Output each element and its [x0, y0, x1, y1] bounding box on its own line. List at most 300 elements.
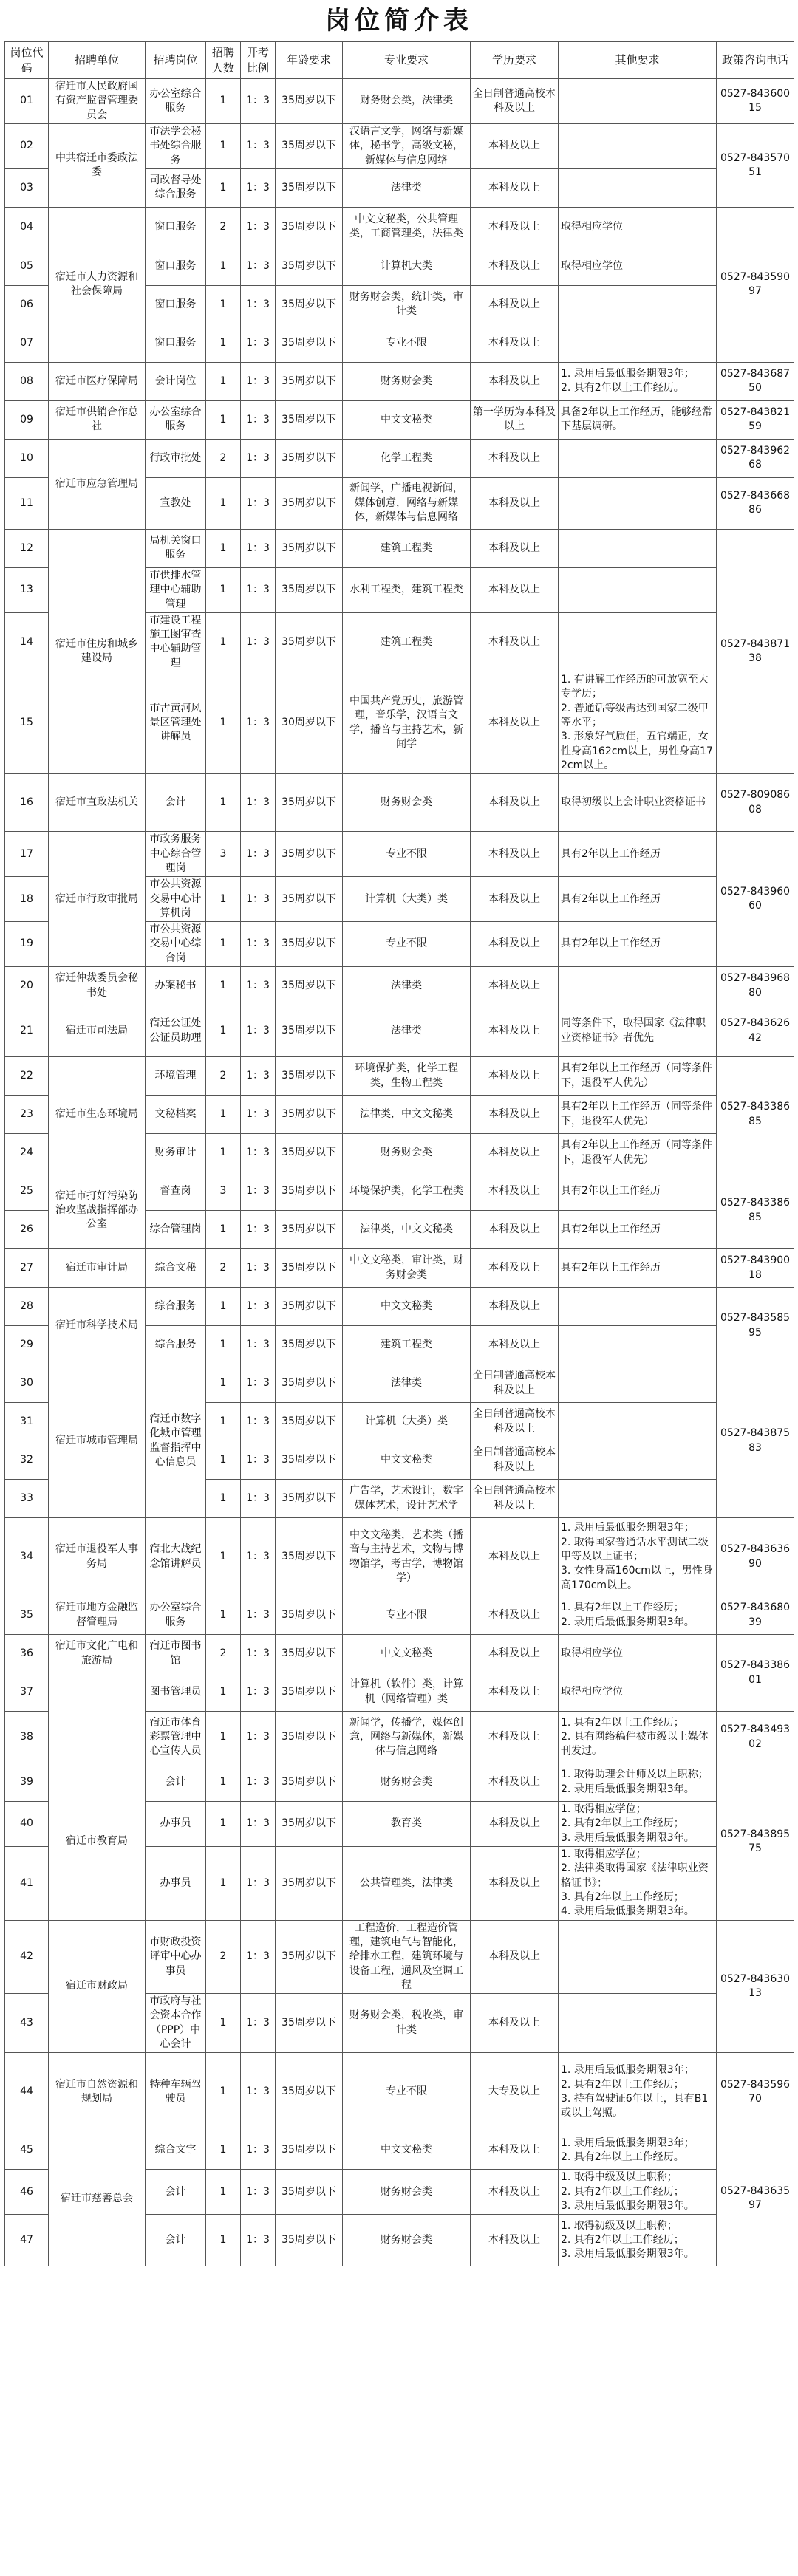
- cell-code: 05: [5, 247, 49, 285]
- cell-ratio: 1：3: [241, 247, 276, 285]
- table-row: [5, 1596, 794, 1635]
- cell-education: 本科及以上: [471, 672, 559, 774]
- cell-count: 1: [206, 1288, 241, 1326]
- cell-code: 45: [5, 2131, 49, 2170]
- cell-code: 16: [5, 774, 49, 832]
- cell-education: 本科及以上: [471, 1920, 559, 1994]
- cell-post: 市政府与社会资本合作（PPP）中心会计: [146, 1994, 206, 2053]
- cell-code: 40: [5, 1802, 49, 1847]
- cell-code: 26: [5, 1211, 49, 1249]
- table-row: [5, 1635, 794, 1673]
- cell-other: [559, 1920, 717, 1994]
- cell-code: 08: [5, 362, 49, 400]
- cell-major: 计算机（软件）类，计算机（网络管理）类: [343, 1673, 471, 1712]
- col-header-phone: 政策咨询电话: [717, 42, 794, 79]
- cell-code: 12: [5, 529, 49, 567]
- cell-major: 计算机大类: [343, 247, 471, 285]
- cell-age: 35周岁以下: [276, 362, 343, 400]
- cell-phone: 0527-84357051: [717, 123, 794, 207]
- cell-count: 2: [206, 1635, 241, 1673]
- cell-education: 本科及以上: [471, 1802, 559, 1847]
- cell-post: 市建设工程施工图审查中心辅助管理: [146, 612, 206, 672]
- cell-age: 35周岁以下: [276, 2131, 343, 2170]
- cell-phone: 0527-84338685: [717, 1057, 794, 1172]
- cell-other: 1. 录用后最低服务期限3年； 2. 具有2年以上工作经历； 3. 持有驾驶证6年以上，具有B1或以上驾照。: [559, 2053, 717, 2131]
- cell-post: 市政务服务中心综合管理岗: [146, 832, 206, 877]
- cell-ratio: 1：3: [241, 967, 276, 1005]
- cell-post: 办案秘书: [146, 967, 206, 1005]
- cell-age: 35周岁以下: [276, 2170, 343, 2215]
- cell-ratio: 1：3: [241, 1480, 276, 1518]
- cell-education: 全日制普通高校本科及以上: [471, 1364, 559, 1403]
- cell-count: 1: [206, 877, 241, 922]
- cell-age: 35周岁以下: [276, 1288, 343, 1326]
- cell-post: 宿北大战纪念馆讲解员: [146, 1518, 206, 1596]
- cell-post: 会计: [146, 2215, 206, 2266]
- cell-education: 本科及以上: [471, 922, 559, 967]
- cell-other: 取得相应学位: [559, 207, 717, 247]
- col-header-code: 岗位代码: [5, 42, 49, 79]
- cell-code: 07: [5, 324, 49, 362]
- cell-age: 35周岁以下: [276, 1518, 343, 1596]
- cell-major: 中文文秘类: [343, 1441, 471, 1480]
- cell-ratio: 1：3: [241, 1249, 276, 1288]
- cell-other: 具有2年以上工作经历: [559, 832, 717, 877]
- cell-age: 35周岁以下: [276, 1847, 343, 1921]
- cell-count: 1: [206, 2170, 241, 2215]
- cell-education: 本科及以上: [471, 1288, 559, 1326]
- cell-count: 1: [206, 168, 241, 207]
- cell-other: [559, 1441, 717, 1480]
- cell-age: 35周岁以下: [276, 612, 343, 672]
- cell-education: 本科及以上: [471, 877, 559, 922]
- cell-major: 法律类，中文文秘类: [343, 1211, 471, 1249]
- cell-code: 34: [5, 1518, 49, 1596]
- cell-count: 1: [206, 1518, 241, 1596]
- col-header-unit: 招聘单位: [49, 42, 146, 79]
- table-row: [5, 967, 794, 1005]
- cell-education: 本科及以上: [471, 362, 559, 400]
- cell-major: 法律类: [343, 168, 471, 207]
- cell-education: 本科及以上: [471, 612, 559, 672]
- cell-age: 35周岁以下: [276, 1005, 343, 1057]
- cell-ratio: 1：3: [241, 1288, 276, 1326]
- cell-count: 2: [206, 1920, 241, 1994]
- cell-major: 建筑工程类: [343, 1326, 471, 1364]
- cell-phone: 0527-84338685: [717, 1172, 794, 1249]
- cell-count: 2: [206, 439, 241, 477]
- cell-age: 35周岁以下: [276, 529, 343, 567]
- cell-major: 中文文秘类: [343, 400, 471, 439]
- page-title: 岗位简介表: [325, 6, 473, 35]
- cell-other: [559, 1403, 717, 1441]
- cell-major: 法律类: [343, 967, 471, 1005]
- cell-other: 具备2年以上工作经历，能够经常下基层调研。: [559, 400, 717, 439]
- cell-age: 35周岁以下: [276, 567, 343, 612]
- cell-unit: 宿迁仲裁委员会秘书处: [49, 967, 146, 1005]
- cell-code: 25: [5, 1172, 49, 1211]
- cell-count: 1: [206, 2131, 241, 2170]
- table-row: [5, 1763, 794, 1802]
- cell-code: 44: [5, 2053, 49, 2131]
- cell-ratio: 1：3: [241, 774, 276, 832]
- cell-code: 31: [5, 1403, 49, 1441]
- cell-age: 35周岁以下: [276, 877, 343, 922]
- cell-code: 19: [5, 922, 49, 967]
- cell-count: 1: [206, 400, 241, 439]
- cell-major: 新闻学，传播学，媒体创意，网络与新媒体，新媒体与信息网络: [343, 1712, 471, 1763]
- cell-phone: 0527-84368039: [717, 1596, 794, 1635]
- cell-code: 22: [5, 1057, 49, 1096]
- cell-unit: 宿迁市生态环境局: [49, 1057, 146, 1172]
- cell-count: 1: [206, 672, 241, 774]
- cell-count: 1: [206, 477, 241, 529]
- cell-code: 04: [5, 207, 49, 247]
- cell-other: [559, 1288, 717, 1326]
- cell-major: 财务财会类: [343, 1134, 471, 1172]
- table-row: [5, 123, 794, 168]
- cell-age: 35周岁以下: [276, 79, 343, 124]
- cell-code: 21: [5, 1005, 49, 1057]
- cell-unit: 宿迁市城市管理局: [49, 1364, 146, 1518]
- cell-unit: 宿迁市教育局: [49, 1763, 146, 1921]
- cell-major: 法律类: [343, 1005, 471, 1057]
- cell-other: [559, 612, 717, 672]
- cell-post: 市财政投资评审中心办事员: [146, 1920, 206, 1994]
- cell-phone: 0527-84390018: [717, 1249, 794, 1288]
- cell-count: 1: [206, 1326, 241, 1364]
- cell-code: 46: [5, 2170, 49, 2215]
- table-row: [5, 1673, 794, 1712]
- cell-code: 02: [5, 123, 49, 168]
- cell-age: 35周岁以下: [276, 247, 343, 285]
- cell-count: 2: [206, 1057, 241, 1096]
- cell-other: 1. 录用后最低服务期限3年； 2. 具有2年以上工作经历。: [559, 362, 717, 400]
- cell-ratio: 1：3: [241, 123, 276, 168]
- cell-code: 03: [5, 168, 49, 207]
- cell-major: 建筑工程类: [343, 529, 471, 567]
- cell-other: 具有2年以上工作经历（同等条件下，退役军人优先）: [559, 1096, 717, 1134]
- cell-other: 1. 有讲解工作经历的可放宽至大专学历； 2. 普通话等级需达到国家二级甲等水平； 3. 形象好气质佳，五官端正，女性身高162cm以上，男性身高172cm以上。: [559, 672, 717, 774]
- cell-major: 财务财会类: [343, 1763, 471, 1802]
- table-row: [5, 1057, 794, 1096]
- cell-unit: 宿迁市地方金融监督管理局: [49, 1596, 146, 1635]
- cell-ratio: 1：3: [241, 324, 276, 362]
- cell-unit: 宿迁市财政局: [49, 1920, 146, 2053]
- cell-ratio: 1：3: [241, 1211, 276, 1249]
- table-row: [5, 362, 794, 400]
- cell-other: [559, 168, 717, 207]
- cell-ratio: 1：3: [241, 672, 276, 774]
- cell-major: 工程造价，工程造价管理，建筑电气与智能化，给排水工程，建筑环境与设备工程，通风及空调工程: [343, 1920, 471, 1994]
- cell-count: 1: [206, 1134, 241, 1172]
- cell-age: 35周岁以下: [276, 967, 343, 1005]
- cell-major: 专业不限: [343, 324, 471, 362]
- cell-age: 35周岁以下: [276, 2215, 343, 2266]
- cell-post: 综合文秘: [146, 1249, 206, 1288]
- cell-code: 47: [5, 2215, 49, 2266]
- cell-major: 中文文秘类，艺术类（播音与主持艺术，文物与博物馆学，考古学，博物馆学）: [343, 1518, 471, 1596]
- cell-age: 30周岁以下: [276, 672, 343, 774]
- cell-ratio: 1：3: [241, 1920, 276, 1994]
- cell-age: 35周岁以下: [276, 1480, 343, 1518]
- cell-age: 35周岁以下: [276, 1364, 343, 1403]
- cell-count: 1: [206, 1847, 241, 1921]
- cell-age: 35周岁以下: [276, 1635, 343, 1673]
- cell-count: 1: [206, 1480, 241, 1518]
- table-row: [5, 1005, 794, 1057]
- cell-education: 本科及以上: [471, 1057, 559, 1096]
- cell-unit: 宿迁市自然资源和规划局: [49, 2053, 146, 2131]
- cell-phone: 0527-84363597: [717, 2131, 794, 2266]
- cell-other: [559, 1994, 717, 2053]
- cell-post: 市法学会秘书处综合服务: [146, 123, 206, 168]
- cell-post: 综合服务: [146, 1288, 206, 1326]
- cell-post: 宿迁市体育彩票管理中心宣传人员: [146, 1712, 206, 1763]
- cell-code: 33: [5, 1480, 49, 1518]
- cell-phone: 0527-84363690: [717, 1518, 794, 1596]
- cell-code: 35: [5, 1596, 49, 1635]
- cell-code: 36: [5, 1635, 49, 1673]
- cell-education: 本科及以上: [471, 285, 559, 324]
- cell-post: 办事员: [146, 1802, 206, 1847]
- cell-count: 1: [206, 324, 241, 362]
- cell-phone: 0527-84396060: [717, 832, 794, 967]
- cell-major: 专业不限: [343, 1596, 471, 1635]
- cell-major: 专业不限: [343, 2053, 471, 2131]
- cell-post: 会计: [146, 1763, 206, 1802]
- cell-count: 1: [206, 285, 241, 324]
- table-row: [5, 1518, 794, 1596]
- cell-other: 1. 取得相应学位； 2. 法律类取得国家《法律职业资格证书》； 3. 具有2年以上工作经历； 4. 录用后最低服务期限3年。: [559, 1847, 717, 1921]
- cell-code: 01: [5, 79, 49, 124]
- cell-unit: 宿迁市人民政府国有资产监督管理委员会: [49, 79, 146, 124]
- cell-code: 24: [5, 1134, 49, 1172]
- cell-count: 1: [206, 967, 241, 1005]
- cell-code: 39: [5, 1763, 49, 1802]
- cell-major: 建筑工程类: [343, 612, 471, 672]
- cell-count: 1: [206, 612, 241, 672]
- cell-education: 本科及以上: [471, 1763, 559, 1802]
- cell-education: 本科及以上: [471, 1096, 559, 1134]
- cell-education: 本科及以上: [471, 774, 559, 832]
- cell-age: 35周岁以下: [276, 1673, 343, 1712]
- cell-age: 35周岁以下: [276, 1920, 343, 1994]
- cell-major: 财务财会类: [343, 362, 471, 400]
- col-header-other: 其他要求: [559, 42, 717, 79]
- cell-ratio: 1：3: [241, 2170, 276, 2215]
- cell-phone: 0527-84362642: [717, 1005, 794, 1057]
- cell-other: 1. 具有2年以上工作经历； 2. 具有网络稿件被市级以上媒体刊发过。: [559, 1712, 717, 1763]
- cell-other: 具有2年以上工作经历: [559, 1172, 717, 1211]
- cell-unit: 宿迁市退役军人事务局: [49, 1518, 146, 1596]
- cell-ratio: 1：3: [241, 1596, 276, 1635]
- cell-code: 28: [5, 1288, 49, 1326]
- cell-code: 18: [5, 877, 49, 922]
- cell-major: 新闻学，广播电视新闻，媒体创意，网络与新媒体，新媒体与信息网络: [343, 477, 471, 529]
- cell-post: 宿迁市数字化城市管理监督指挥中心信息员: [146, 1364, 206, 1518]
- cell-age: 35周岁以下: [276, 168, 343, 207]
- cell-major: 财务财会类: [343, 774, 471, 832]
- cell-post: 市公共资源交易中心综合岗: [146, 922, 206, 967]
- cell-major: 化学工程类: [343, 439, 471, 477]
- col-header-age: 年龄要求: [276, 42, 343, 79]
- cell-education: 本科及以上: [471, 2170, 559, 2215]
- cell-count: 1: [206, 1364, 241, 1403]
- cell-other: 具有2年以上工作经历: [559, 922, 717, 967]
- table-row: [5, 774, 794, 832]
- cell-ratio: 1：3: [241, 1847, 276, 1921]
- cell-age: 35周岁以下: [276, 1211, 343, 1249]
- cell-post: 办事员: [146, 1847, 206, 1921]
- cell-other: 同等条件下，取得国家《法律职业资格证书》者优先: [559, 1005, 717, 1057]
- cell-education: 本科及以上: [471, 832, 559, 877]
- cell-ratio: 1：3: [241, 168, 276, 207]
- cell-other: [559, 324, 717, 362]
- cell-ratio: 1：3: [241, 1673, 276, 1712]
- cell-other: [559, 79, 717, 124]
- cell-education: 本科及以上: [471, 1673, 559, 1712]
- cell-count: 1: [206, 1712, 241, 1763]
- header-row: [5, 42, 794, 79]
- cell-code: 14: [5, 612, 49, 672]
- cell-other: 1. 取得初级及以上职称； 2. 具有2年以上工作经历； 3. 录用后最低服务期限3年。: [559, 2215, 717, 2266]
- cell-unit: 宿迁市应急管理局: [49, 439, 146, 529]
- cell-education: 本科及以上: [471, 1249, 559, 1288]
- col-header-count: 招聘人数: [206, 42, 241, 79]
- cell-code: 42: [5, 1920, 49, 1994]
- cell-phone: 0527-84359670: [717, 2053, 794, 2131]
- cell-age: 35周岁以下: [276, 1096, 343, 1134]
- cell-count: 1: [206, 247, 241, 285]
- cell-count: 1: [206, 1005, 241, 1057]
- cell-other: 具有2年以上工作经历: [559, 1211, 717, 1249]
- cell-age: 35周岁以下: [276, 1802, 343, 1847]
- table-row: [5, 832, 794, 877]
- cell-code: 27: [5, 1249, 49, 1288]
- cell-ratio: 1：3: [241, 1172, 276, 1211]
- cell-ratio: 1：3: [241, 1994, 276, 2053]
- cell-count: 1: [206, 774, 241, 832]
- cell-code: 13: [5, 567, 49, 612]
- cell-phone: 0527-84349302: [717, 1712, 794, 1763]
- cell-code: 37: [5, 1673, 49, 1712]
- col-header-education: 学历要求: [471, 42, 559, 79]
- cell-major: 财务财会类: [343, 2170, 471, 2215]
- cell-ratio: 1：3: [241, 1802, 276, 1847]
- cell-ratio: 1：3: [241, 285, 276, 324]
- cell-unit: 中共宿迁市委政法委: [49, 123, 146, 207]
- cell-count: 1: [206, 1994, 241, 2053]
- cell-age: 35周岁以下: [276, 1403, 343, 1441]
- table-body: [5, 79, 794, 2266]
- cell-age: 35周岁以下: [276, 324, 343, 362]
- cell-post: 宿迁市图书馆: [146, 1635, 206, 1673]
- cell-count: 3: [206, 1172, 241, 1211]
- cell-count: 1: [206, 362, 241, 400]
- cell-major: 计算机（大类）类: [343, 877, 471, 922]
- cell-phone: 0527-84387138: [717, 529, 794, 773]
- cell-other: 具有2年以上工作经历: [559, 1249, 717, 1288]
- cell-post: 特种车辆驾驶员: [146, 2053, 206, 2131]
- cell-code: 23: [5, 1096, 49, 1134]
- cell-post: 会计: [146, 774, 206, 832]
- cell-major: 环境保护类，化学工程类: [343, 1172, 471, 1211]
- cell-ratio: 1：3: [241, 2053, 276, 2131]
- cell-education: 本科及以上: [471, 1635, 559, 1673]
- cell-ratio: 1：3: [241, 362, 276, 400]
- cell-major: 法律类: [343, 1364, 471, 1403]
- cell-phone: 0527-84360015: [717, 79, 794, 124]
- cell-other: 取得相应学位: [559, 1673, 717, 1712]
- cell-code: 11: [5, 477, 49, 529]
- cell-age: 35周岁以下: [276, 439, 343, 477]
- cell-age: 35周岁以下: [276, 1712, 343, 1763]
- cell-other: 1. 录用后最低服务期限3年； 2. 取得国家普通话水平测试二级甲等及以上证书； 3. 女性身高160cm以上，男性身高170cm以上。: [559, 1518, 717, 1596]
- cell-post: 窗口服务: [146, 285, 206, 324]
- cell-unit: 宿迁市人力资源和社会保障局: [49, 207, 146, 362]
- cell-post: 会计: [146, 2170, 206, 2215]
- cell-post: 会计岗位: [146, 362, 206, 400]
- cell-count: 1: [206, 123, 241, 168]
- cell-phone: 0527-84396880: [717, 967, 794, 1005]
- cell-other: [559, 439, 717, 477]
- cell-education: 本科及以上: [471, 207, 559, 247]
- cell-ratio: 1：3: [241, 439, 276, 477]
- cell-other: 取得相应学位: [559, 247, 717, 285]
- cell-count: 1: [206, 1673, 241, 1712]
- cell-unit: 宿迁市文化广电和旅游局: [49, 1635, 146, 1673]
- cell-unit: 宿迁市住房和城乡建设局: [49, 529, 146, 773]
- cell-post: 市公共资源交易中心计算机岗: [146, 877, 206, 922]
- cell-count: 1: [206, 567, 241, 612]
- cell-code: 20: [5, 967, 49, 1005]
- cell-other: [559, 1326, 717, 1364]
- cell-post: 办公室综合服务: [146, 400, 206, 439]
- cell-other: 具有2年以上工作经历: [559, 877, 717, 922]
- cell-ratio: 1：3: [241, 832, 276, 877]
- cell-major: 法律类，中文文秘类: [343, 1096, 471, 1134]
- cell-unit: 宿迁市医疗保障局: [49, 362, 146, 400]
- cell-ratio: 1：3: [241, 1635, 276, 1673]
- cell-ratio: 1：3: [241, 1134, 276, 1172]
- cell-post: 综合服务: [146, 1326, 206, 1364]
- cell-other: [559, 967, 717, 1005]
- cell-education: 本科及以上: [471, 529, 559, 567]
- table-row: [5, 2053, 794, 2131]
- cell-ratio: 1：3: [241, 477, 276, 529]
- cell-education: 本科及以上: [471, 1172, 559, 1211]
- cell-ratio: 1：3: [241, 1518, 276, 1596]
- cell-age: 35周岁以下: [276, 207, 343, 247]
- cell-education: 本科及以上: [471, 2131, 559, 2170]
- table-row: [5, 529, 794, 567]
- cell-major: 教育类: [343, 1802, 471, 1847]
- cell-count: 2: [206, 1249, 241, 1288]
- cell-education: 本科及以上: [471, 567, 559, 612]
- cell-other: [559, 1364, 717, 1403]
- cell-major: 环境保护类，化学工程类，生物工程类: [343, 1057, 471, 1096]
- cell-education: 本科及以上: [471, 1994, 559, 2053]
- cell-major: 财务财会类: [343, 2215, 471, 2266]
- cell-ratio: 1：3: [241, 567, 276, 612]
- cell-other: 1. 取得中级及以上职称； 2. 具有2年以上工作经历； 3. 录用后最低服务期限3年。: [559, 2170, 717, 2215]
- cell-other: 具有2年以上工作经历（同等条件下，退役军人优先）: [559, 1134, 717, 1172]
- cell-post: 局机关窗口服务: [146, 529, 206, 567]
- cell-education: 本科及以上: [471, 123, 559, 168]
- cell-ratio: 1：3: [241, 612, 276, 672]
- col-header-major: 专业要求: [343, 42, 471, 79]
